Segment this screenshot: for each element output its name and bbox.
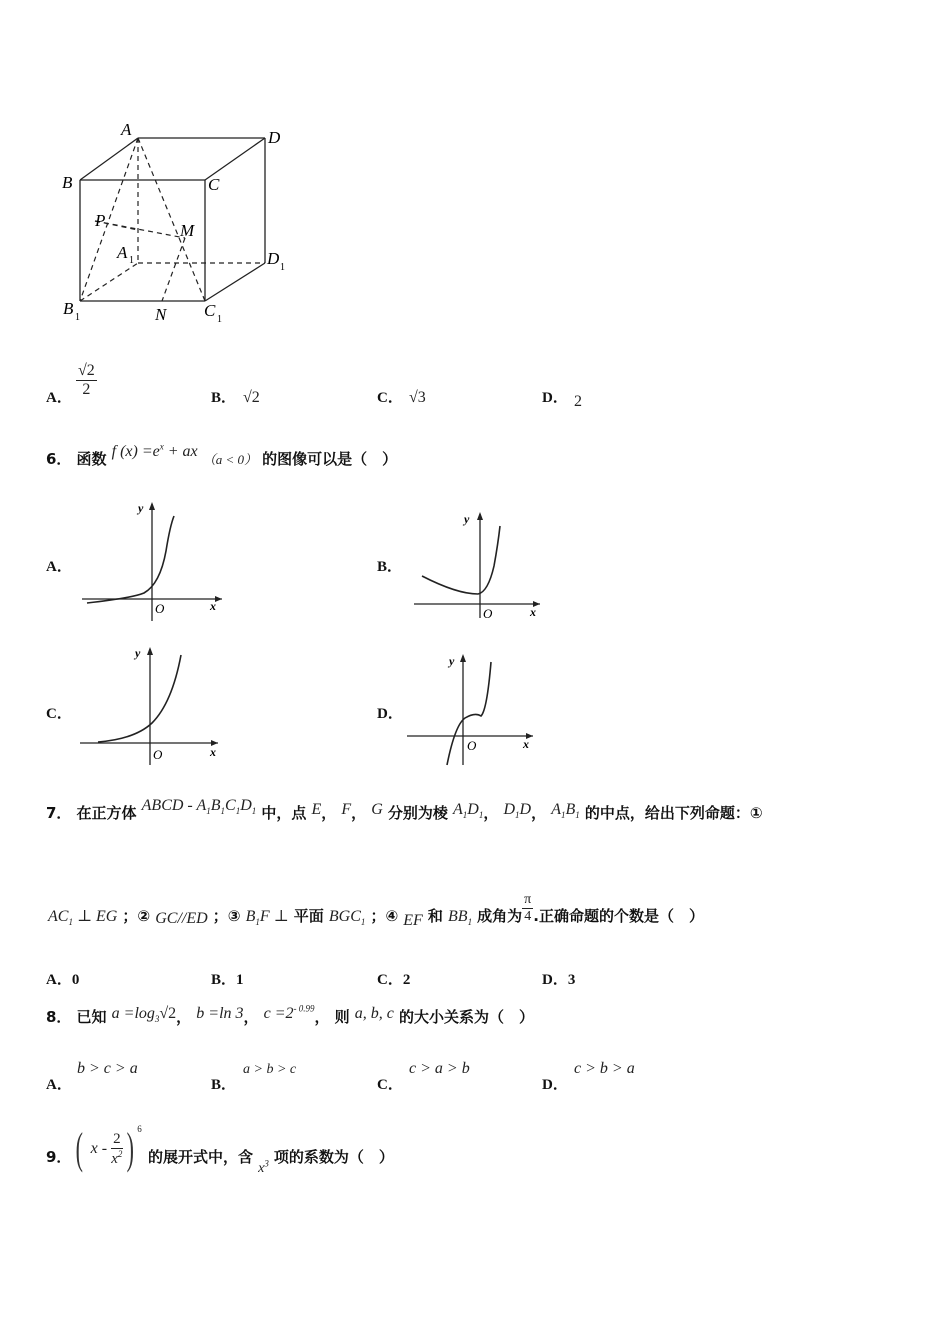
edge-CD: [205, 138, 265, 180]
q8-option-a-expr: b > c > a: [77, 1060, 138, 1077]
svg-text:O: O: [483, 606, 493, 621]
q7-prop3: $B_1F$ ⊥: [245, 908, 289, 928]
curve-a: [87, 516, 174, 603]
q6-number: 6．: [46, 450, 72, 468]
svg-text:y: y: [138, 501, 144, 515]
q6-suffix: 的图像可以是（ ）: [262, 450, 398, 468]
q7-option-c: C．2: [377, 972, 411, 988]
edge-C1D1: [205, 263, 265, 301]
q8-option-c-letter: C．: [377, 1077, 403, 1093]
q7-prop1: $AC_1$ ⊥ EG: [48, 908, 118, 928]
q9-number: 9．: [46, 1148, 72, 1166]
q6-option-b-letter: B．: [377, 559, 403, 575]
q7-edge-a1b1: $A_1B_1$: [551, 801, 580, 821]
q9-stem: 的展开式中，含 $x^3$ 项的系数为（ ）: [148, 1148, 394, 1176]
q7-option-a: A．0: [46, 972, 80, 988]
q8-option-a-letter: A．: [46, 1077, 72, 1093]
label-M: M: [180, 221, 195, 240]
q7-prop2: GC//ED: [155, 910, 208, 927]
label-D1-sub: 1: [280, 262, 285, 273]
q6-option-a-letter: A．: [46, 559, 72, 575]
q9-fraction: $\frac{2}{x^2}$: [111, 1130, 123, 1167]
label-D1: D: [267, 249, 280, 268]
svg-text:O: O: [153, 747, 163, 762]
svg-text:y: y: [449, 654, 455, 668]
label-B: B: [62, 173, 73, 192]
label-C1: C: [204, 301, 216, 320]
label-A1-sub: 1: [129, 255, 134, 266]
label-D: D: [268, 128, 281, 147]
q9-binomial: ( x - $\frac{2}{x^2}$ ) 6: [75, 1124, 142, 1173]
edge-BA: [80, 138, 138, 180]
q7-stem-line2: $AC_1$ ⊥ EG ；② GC//ED ；③ $B_1F$ ⊥ 平面 $BGC_1$ ；④ EF 和 $BB_1$ 成角为 $\frac{\pi}{4}$ .正确命题的个数是（ ）: [48, 892, 704, 929]
q5-option-d-letter: D．: [542, 390, 568, 406]
q8-b-expr: b =ln 3: [196, 1005, 244, 1022]
q8-option-c-expr: c > a > b: [409, 1060, 470, 1077]
q8-option-d-expr: c > b > a: [574, 1060, 635, 1077]
q7-number: 7．: [46, 804, 72, 822]
label-C: C: [208, 175, 220, 194]
label-B1: B: [63, 299, 74, 318]
label-B1-sub: 1: [75, 312, 80, 323]
q7-edge-d1d: $D_1D$: [503, 801, 532, 821]
q8-option-b-letter: B．: [211, 1077, 237, 1093]
q5-option-c-letter: C．: [377, 390, 403, 406]
q8-vars: a, b, c: [354, 1005, 394, 1022]
cube-diagram: [55, 118, 305, 330]
q6-option-d-letter: D．: [377, 706, 403, 722]
svg-text:x: x: [530, 605, 536, 619]
q6-graph-c: [80, 643, 230, 767]
label-C1-sub: 1: [217, 314, 222, 325]
label-A1: A: [117, 243, 128, 262]
q6-function: f $(x) =e^x$ + ax: [111, 441, 198, 460]
q6-condition: （a < 0）: [202, 452, 258, 467]
svg-text:x: x: [210, 745, 216, 759]
svg-text:x: x: [210, 599, 216, 613]
q5-option-d-value: 2: [574, 393, 582, 410]
q7-option-d: D．3: [542, 972, 576, 988]
svg-text:y: y: [464, 512, 470, 526]
q8-option-b-expr: a > b > c: [243, 1062, 297, 1077]
q7-pi-over-4: $\frac{\pi}{4}$: [524, 892, 532, 924]
edge-B1A1: [80, 263, 138, 301]
q7-prop4: EF: [403, 912, 423, 929]
q9-term: $x^3$: [258, 1158, 269, 1176]
svg-text:x: x: [523, 737, 529, 751]
label-P: P: [95, 211, 106, 230]
q8-stem: 8． 已知 $a =\log_3√2$， b =ln 3， $c =2^{- 0.99}$， 则 a, b, c 的大小关系为（ ）: [46, 1003, 534, 1026]
q7-bb1: $BB_1$: [448, 908, 473, 928]
q6-graph-d: [405, 650, 540, 768]
q6-prefix: 函数: [76, 450, 107, 468]
q8-a-expr: $a =\log_3√2$: [111, 1005, 177, 1025]
svg-text:O: O: [467, 738, 477, 753]
label-A: A: [121, 120, 132, 139]
q8-option-d-letter: D．: [542, 1077, 568, 1093]
q6-option-c-letter: C．: [46, 706, 72, 722]
q6-graph-a: [82, 496, 232, 622]
q5-option-c-value: √3: [409, 389, 426, 406]
label-N: N: [155, 305, 167, 324]
curve-c: [98, 655, 181, 742]
q5-option-b-value: √2: [243, 389, 260, 406]
q6-graph-b: [412, 506, 547, 624]
q8-c-expr: $c =2^{- 0.99}$: [263, 1003, 315, 1022]
q7-option-b: B．1: [211, 972, 244, 988]
q5-option-a-value: $\frac{√2}{2}$: [78, 362, 95, 398]
q6-stem: [46, 441, 398, 469]
q8-number: 8．: [46, 1008, 72, 1026]
q7-stem-line1: 7． 在正方体 ABCD - $A_1B_1C_1D_1$ 中，点 E， F， G 分别为棱 $A_1D_1$， $D_1D$， $A_1B_1$ 的中点，给出下列命题：①: [46, 797, 763, 822]
q7-edge-a1d1: $A_1D_1$: [453, 801, 484, 821]
q7-cube-name: ABCD - $A_1B_1C_1D_1$: [141, 797, 257, 817]
curve-b: [422, 526, 500, 594]
svg-text:y: y: [135, 646, 141, 660]
q5-option-a-letter: A．: [46, 390, 72, 406]
q5-option-b-letter: B．: [211, 390, 237, 406]
line-AB1: [80, 138, 138, 301]
q7-plane-bgc1: $BGC_1$: [328, 908, 366, 928]
line-MN: [162, 238, 185, 301]
svg-text:O: O: [155, 601, 165, 616]
